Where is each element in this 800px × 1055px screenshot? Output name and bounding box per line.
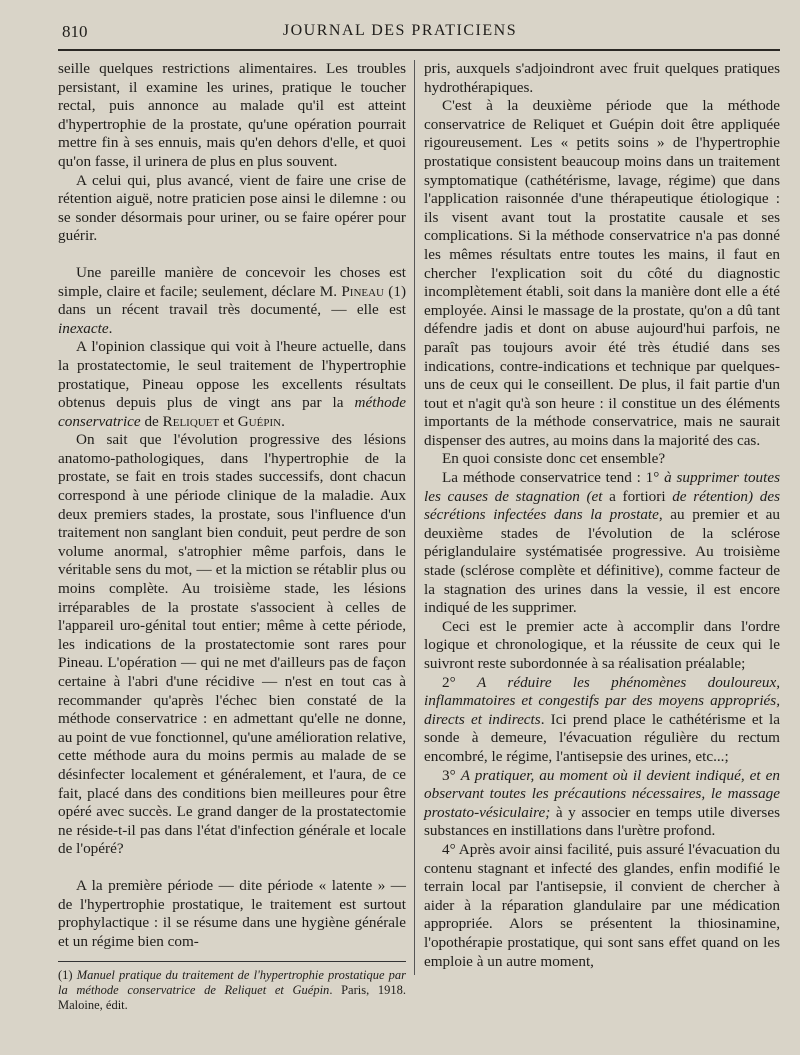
paragraph: seille quelques restrictions alimentaires. Les troubles persistant, il examine les urines, pratique le toucher rectal, puis annonce au malade qu'il est atteint d'hypertrophie de la prostate, qu'une opération pourrait mettre fin à ses ennuis, mais qu'en dehors d'elle, et quoi qu'on fasse, il urinera de plus en plus souvent.: [58, 60, 406, 170]
text-run: de: [140, 412, 163, 430]
text-run: Une pareille manière de concevoir les choses est simple, claire et facile; seulement, déclare M.: [58, 263, 406, 300]
paragraph: [58, 264, 406, 338]
text-run: A l'opinion classique qui voit à l'heure actuelle, dans la prostatectomie, le seul traitement de l'hypertrophie prostatique, Pineau oppose les excellents résultats obtenus depuis plus de vingt ans par la: [58, 338, 406, 412]
page-header: [0, 18, 800, 44]
author-name: Pineau: [341, 282, 385, 300]
text-run: .: [281, 412, 285, 430]
left-column: [58, 60, 406, 1013]
page-number: 810: [62, 22, 88, 41]
italic-text: A réduire les phénomènes douloureux, inflammatoires et congestifs par des moyens appropriés, directs et indirects: [424, 673, 781, 728]
paragraph: 4° Après avoir ainsi facilité, puis assuré l'évacuation du contenu stagnant et infecté des glandes, enfin modifié le terrain local par l'antisepsie, il convient de chercher à aider à la réparation glandulaire par une médication appropriée. Alors se présentent la thiosinamine, l'opothérapie prostatique, qui sont sans effet quand on les emploie à un autre moment,: [424, 840, 780, 970]
paragraph: Ceci est le premier acte à accomplir dans l'ordre logique et chronologique, et la réussite de ceux qui le suivront reste subordonnée à sa réalisation préalable;: [424, 617, 780, 672]
author-name: Guépin: [237, 412, 282, 430]
text-run: a fortiori: [602, 487, 673, 505]
text-run: 2°: [442, 673, 478, 691]
paragraph: C'est à la deuxième période que la méthode conservatrice de Reliquet et Guépin doit être appliquée rigoureusement. Les « petits soins » de l'hypertrophie prostatique consistent beaucoup moins dans un traitement symptomatique (cathétérisme, lavage, régime) que dans l'application raisonnée d'une thérapeutique étiologique : ils visent avant tout la prostatite causale et ses complications. Si la méthode conservatrice n'a pas donné les mêmes résultats entre toutes les mains, il faut en chercher l'explication soit du côté du diagnostic incomplètement établi, soit dans la manière dont elle a été employée. Ainsi le massage de la prostate, qu'on a dû tant défendre jadis et dont on abuse aujourd'hui parfois, ne paraît pas toujours avoir été très étudié dans ses indications, contre-indications et technique par quelques-uns de ceux qui le conseillent. De plus, il fait partie d'un tout et n'agit qu'à son heure : il constitue un des éléments importants de la méthode conservatrice, mais ne saurait dispenser des autres, au moins dans la majorité des cas.: [424, 97, 780, 449]
italic-text: à supprimer toutes les causes de stagnation (et: [424, 469, 780, 505]
italic-text: méthode conservatrice: [58, 394, 406, 430]
paragraph: A celui qui, plus avancé, vient de faire une crise de rétention aiguë, notre praticien pose ainsi le dilemne : ou se sonder désormais pour uriner, ou se faire opérer pour guérir.: [58, 171, 406, 245]
footnote-title: Manuel pratique du traitement de l'hypertrophie prostatique par la méthode conservatrice de Reliquet et Guépin: [58, 968, 406, 998]
text-run: 3°: [442, 766, 461, 784]
text-run: à y associer en temps utile diverses substances en instillations dans l'urètre profond.: [424, 803, 780, 840]
text-run: , au premier et au deuxième stades de l'évolution de la sclérose périglandulaire systématisée progressive. Au troisième stade (sclérose complète et définitive), comme facteur de la stagnation des urines dans la vessie, il est encore indiqué de les supprimer.: [424, 506, 780, 617]
header-rule: [58, 49, 780, 51]
italic-text: A pratiquer, au moment où il devient indiqué, et en observant toutes les précautions nécessaires, le massage prostato-vésiculaire;: [424, 766, 780, 821]
column-divider: [414, 60, 415, 975]
paragraph: En quoi consiste donc cet ensemble?: [442, 450, 666, 468]
paragraph: [58, 338, 406, 431]
text-run: .: [108, 319, 113, 337]
paragraph: On sait que l'évolution progressive des lésions anatomo-pathologiques, dans l'hypertrophie de la prostate, se fait en trois stades successifs, dont chacun correspond à une période clinique de la maladie. Aux deux premiers stades, la prostate, sous l'influence d'un traitement non sanglant bien conduit, peut perdre de son volume anormal, s'atrophier même parfois, dans le véritable sens du mot, — et la miction se rétablir plus ou moins complète. Au troisième stade, les lésions irréparables de la prostate s'associent à celles de l'appareil uro-génital tout entier; même à cette période, les indications de la prostatectomie sont rares pour Pineau. L'opération — qui ne met d'ailleurs pas de façon certaine à l'abri d'une récidive — n'est en tout cas à recommander qu'après l'échec bien constaté de la méthode conservatrice : en admettant qu'elle ne donne, au point de vue fonctionnel, qu'une amélioration relative, cette méthode aura du moins permis au malade de se désinfecter localement et généralement, et l'aura, de ce fait, placé dans des conditions bien meilleures pour être opéré avec succès. Le grand danger de la prostatectomie ne réside-t-il pas dans l'état d'infection générale et locale de l'opéré?: [58, 431, 406, 858]
paragraph: [424, 767, 780, 841]
paragraph: [424, 674, 780, 767]
text-run: La méthode conservatrice tend : 1°: [442, 469, 665, 487]
journal-title: JOURNAL DES PRATICIENS: [282, 22, 518, 39]
paragraph: A la première période — dite période « latente » — de l'hypertrophie prostatique, le traitement est surtout prophylactique : il se résume dans une hygiène générale et un régime bien com-: [58, 876, 406, 950]
paragraph: [424, 469, 780, 618]
text-run: . Ici prend place le cathétérisme et la sonde à demeure, l'évacuation régulière du rectum encombré, le régime, l'antisepsie des urines, etc...;: [424, 710, 780, 765]
italic-text: inexacte: [58, 319, 109, 337]
text-run: et: [219, 412, 238, 430]
paragraph: pris, auxquels s'adjoindront avec fruit quelques pratiques hydrothérapiques.: [424, 60, 780, 96]
author-name: Reliquet: [162, 412, 220, 430]
footnote-number: (1): [58, 968, 77, 983]
footnote: [58, 961, 406, 1013]
text-run: (1) dans un récent travail très documenté, — elle est: [58, 282, 406, 319]
right-column: [424, 60, 780, 971]
footnote-publisher: . Paris, 1918. Maloine, édit.: [58, 983, 406, 1013]
italic-text: de rétention) des sécrétions infectées dans la prostate: [424, 487, 780, 524]
